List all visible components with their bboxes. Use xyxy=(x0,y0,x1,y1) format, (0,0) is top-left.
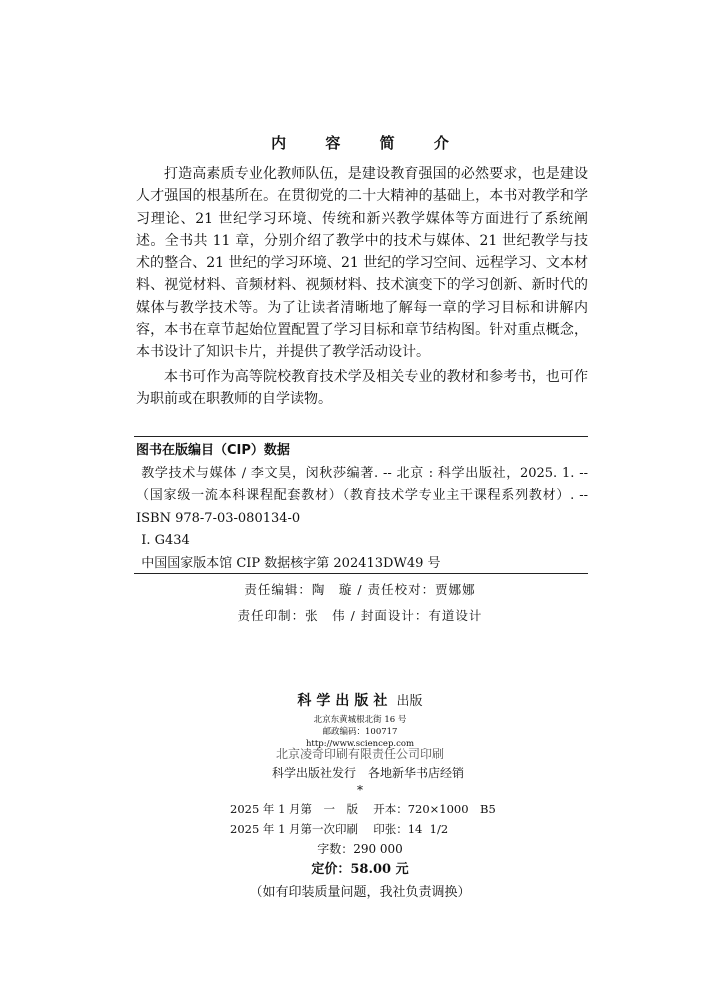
cip-record: 中国国家版本馆 CIP 数据核字第 202413DW49 号 xyxy=(141,555,441,571)
cip-bottom-rule xyxy=(134,573,588,574)
cip-top-rule xyxy=(134,436,588,437)
intro-paragraph-2: 本书可作为高等院校教育技术学及相关专业的教材和参考书，也可作为职前或在职教师的自学读物。 xyxy=(136,368,588,407)
cip-heading: 图书在版编目（CIP）数据 xyxy=(136,443,290,458)
publisher-address: 北京东黄城根北街 16 号 xyxy=(313,715,407,725)
publisher-postcode: 邮政编码：100717 xyxy=(322,727,398,737)
distribution-line: 科学出版社发行 各地新华书店经销 xyxy=(271,766,464,780)
cip-block xyxy=(136,440,588,575)
page-title: 内 容 简 介 xyxy=(271,134,466,152)
printing-line: 2025 年 1 月第一次印刷 印张：14 1/2 xyxy=(230,822,449,836)
price: 定价：58.00 元 xyxy=(311,862,409,877)
cip-classification: Ⅰ. G434 xyxy=(141,533,190,548)
staff-editors: 责任编辑：陶 璇 / 责任校对：贾娜娜 xyxy=(244,582,476,597)
publisher-block xyxy=(0,690,720,750)
edition-line: 2025 年 1 月第 一 版 开本：720×1000 B5 xyxy=(230,802,496,816)
publisher-url: http://www.sciencep.com xyxy=(305,739,415,749)
cip-entry: 教学技术与媒体 / 李文昊，闵秋莎编著. -- 北京 : 科学出版社，2025. 1. --（国家级一流本科课程配套教材）（教育技术学专业主干课程系列教材）. -- ISBN 978-7-03-080134-0 xyxy=(136,465,588,526)
staff-production: 责任印制：张 伟 / 封面设计：有道设计 xyxy=(237,608,483,623)
printer-line: 北京凌奇印刷有限责任公司印刷 xyxy=(275,747,444,761)
separator-star: * xyxy=(357,783,363,797)
word-count: 字数：290 000 xyxy=(317,842,403,856)
publisher-suffix: 出版 xyxy=(392,694,423,709)
intro-paragraph-1: 打造高素质专业化教师队伍，是建设教育强国的必然要求，也是建设人才强国的根基所在。在贯彻党的二十大精神的基础上，本书对教学和学习理论、21 世纪学习环境、传统和新兴教学媒体等方面进行了系统阐述。全书共 11 章，分别介绍了教学中的技术与媒体、21 世纪教学与技术的整合、21 世纪的学习环境、21 世纪的学习空间、远程学习、文本材料、视觉材料、音频材料、视频材料、技术演变下的学习创新、新时代的媒体与教学技术等。为了让读者清晰地了解每一章的学习目标和讲解内容，本书在章节起始位置配置了学习目标和章节结构图。针对重点概念，本书设计了知识卡片，并提供了教学活动设计。 xyxy=(136,166,588,361)
intro-text xyxy=(136,163,588,410)
publisher-name: 科学出版社 xyxy=(297,693,393,709)
quality-note: （如有印装质量问题，我社负责调换） xyxy=(249,885,471,900)
